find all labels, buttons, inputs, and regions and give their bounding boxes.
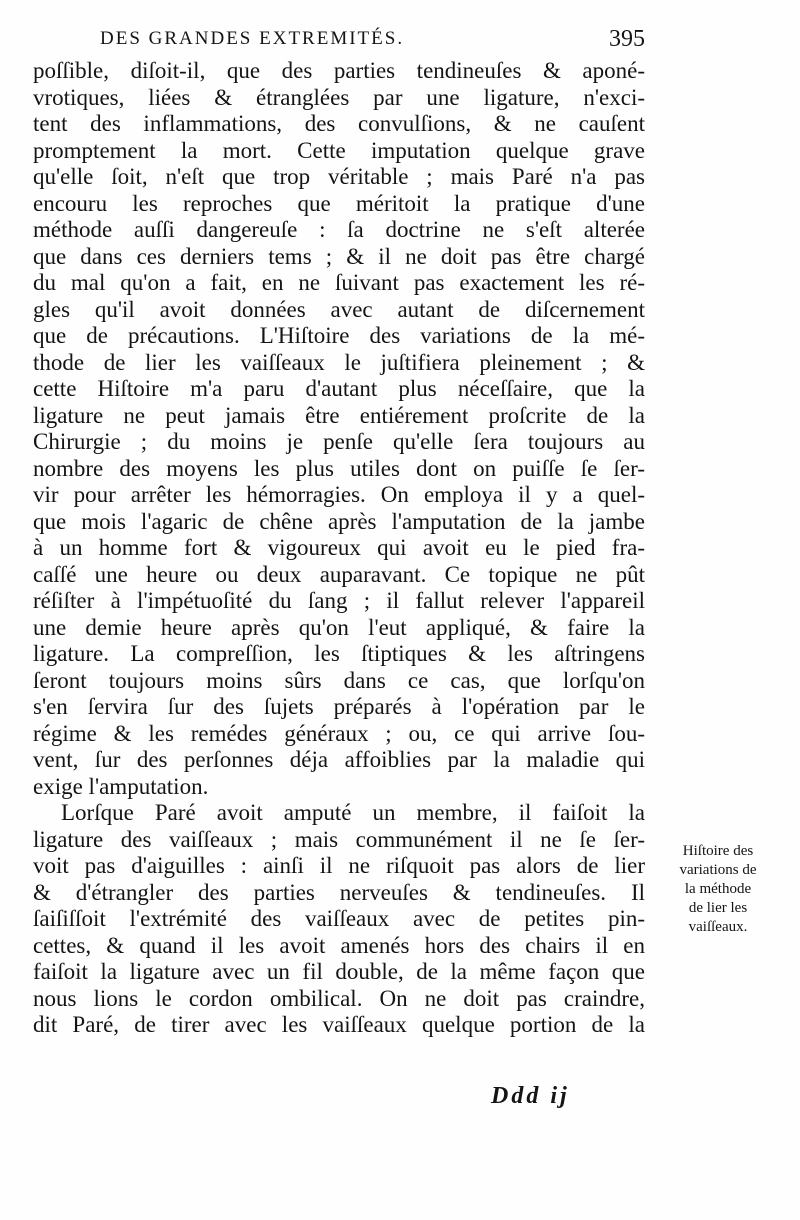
text-line: ligature ne peut jamais être entiérement proſcrite de la [33,402,645,428]
text-line: Chirurgie ; du moins je penſe qu'elle ſera toujours au [33,429,645,454]
text-line: dit Paré, de tirer avec les vaiſſeaux quelque portion de la [33,1012,645,1037]
margin-note-line: la méthode [684,881,752,897]
text-line: poſſible, diſoit-il, que des parties tendineuſes & aponé- [33,58,645,83]
text-line: faiſoit la ligature avec un fil double, de la même façon que [33,959,645,984]
text-line: du mal qu'on a fait, en ne ſuivant pas exactement les ré- [33,270,645,295]
text-line: tent des inflammations, des convulſions, & ne cauſent [33,111,645,136]
margin-note-line: Hiſtoire des [682,843,754,859]
text-line: que mois l'agaric de chêne après l'amputation de la jambe [33,508,645,534]
text-line: vent, ſur des perſonnes déja affoiblies par la maladie qui [33,747,645,772]
text-line: vir pour arrêter les hémorragies. On employa il y a quel- [33,482,645,507]
text-line: une demie heure après qu'on l'eut appliqué, & faire la [33,614,645,640]
text-line: voit pas d'aiguilles : ainſi il ne riſquoit pas alors de lier [33,853,645,878]
body-text [33,58,645,1039]
margin-note-line: de lier les [688,900,748,916]
text-line: ligature. La compreſſion, les ſtiptiques & les aſtringens [33,641,645,666]
text-line: réſiſter à l'impétuoſité du ſang ; il fallut relever l'appareil [33,588,645,613]
margin-note [658,842,778,937]
text-line: cettes, & quand il les avoit amenés hors des chairs il en [33,932,645,958]
text-line: gles qu'il avoit données avec autant de diſcernement [33,296,645,322]
text-line: à un homme fort & vigoureux qui avoit eu le pied fra- [33,535,645,560]
margin-note-line: variations de [679,862,757,878]
text-line: ſaiſiſſoit l'extrémité des vaiſſeaux avec de petites pin- [33,906,645,931]
text-line: que dans ces derniers tems ; & il ne doit pas être chargé [33,243,645,269]
paragraph-first-line: Lorſque Paré avoit amputé un membre, il faiſoit la [61,800,645,825]
text-line: qu'elle ſoit, n'eſt que trop véritable ; mais Paré n'a pas [33,164,645,189]
running-head: DES GRANDES EXTREMITÉS. [100,28,405,49]
margin-note-line: vaiſſeaux. [688,919,748,935]
text-line: exige l'amputation. [33,773,209,799]
page-number: 395 [609,26,645,52]
text-line: nous lions le cordon ombilical. On ne doit pas craindre, [33,985,645,1011]
text-line: promptement la mort. Cette imputation quelque grave [33,137,645,163]
text-line: vrotiques, liées & étranglées par une ligature, n'exci- [33,84,645,110]
text-line: encouru les reproches que méritoit la pratique d'une [33,190,645,216]
page-header [100,28,645,56]
text-line: régime & les remédes généraux ; ou, ce qui arrive ſou- [33,720,645,746]
text-line: méthode auſſi dangereuſe : ſa doctrine ne s'eſt alterée [33,217,645,242]
text-line: que de précautions. L'Hiſtoire des variations de la mé- [33,323,645,348]
text-line: cette Hiſtoire m'a paru d'autant plus néceſſaire, que la [33,376,645,401]
text-line: ligature des vaiſſeaux ; mais communément il ne ſe ſer- [33,826,645,852]
text-line: nombre des moyens les plus utiles dont on puiſſe ſe ſer- [33,455,645,481]
text-line: s'en ſervira ſur des ſujets préparés à l'opération par le [33,694,645,719]
signature-mark: Ddd ij [491,1083,570,1109]
text-line: ſeront toujours moins sûrs dans ce cas, que lorſqu'on [33,667,645,693]
text-line: & d'étrangler des parties nerveuſes & tendineuſes. Il [33,879,645,905]
text-line: caſſé une heure ou deux auparavant. Ce topique ne pût [33,561,645,587]
text-line: thode de lier les vaiſſeaux le juſtifiera pleinement ; & [33,349,645,375]
